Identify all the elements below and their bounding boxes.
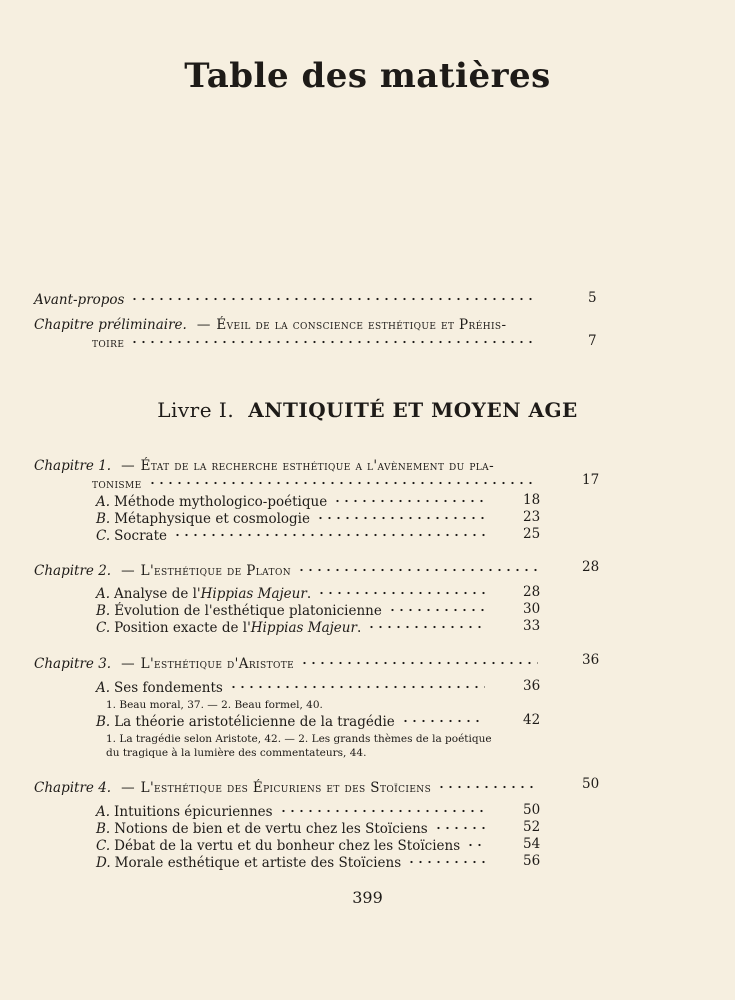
page-number: 54 (523, 836, 541, 852)
toc-entry-preliminaire (34, 317, 506, 333)
page-number: 18 (523, 492, 541, 508)
chapter-label: Chapitre 3. (34, 655, 112, 672)
page-number: 36 (582, 652, 600, 668)
section-letter: B. (96, 510, 111, 527)
section-letter: A. (96, 679, 111, 696)
entry-label: Avant-propos (34, 291, 125, 308)
toc-section (96, 819, 491, 837)
section-letter: A. (96, 493, 111, 510)
page-number: 5 (588, 290, 597, 306)
page-number: 50 (523, 802, 541, 818)
page-number: 56 (523, 853, 541, 869)
page-number: 28 (582, 559, 600, 575)
chapter-label: Chapitre 4. (34, 779, 112, 796)
section-title: Débat de la vertu et du bonheur chez les Stoïciens (114, 837, 461, 854)
section-letter: C. (96, 837, 111, 854)
page-number: 52 (523, 819, 541, 835)
section-title: La théorie aristotélicienne de la tragédie (114, 713, 395, 730)
toc-section (96, 836, 491, 854)
page-number: 25 (523, 526, 541, 542)
leader-dots (297, 561, 538, 575)
entry-dash: — (121, 779, 135, 796)
toc-section (96, 584, 491, 602)
toc-section (96, 601, 491, 619)
leader-dots (316, 509, 485, 523)
entry-title-cont: toire (92, 334, 125, 351)
page-number: 50 (582, 776, 600, 792)
section-title: Notions de bien et de vertu chez les Stoïciens (114, 820, 428, 837)
chapter-title: L'esthétique d'Aristote (140, 655, 295, 672)
page-number: 23 (523, 509, 541, 525)
leader-dots (434, 819, 485, 833)
leader-dots (229, 678, 485, 692)
leader-dots (388, 601, 485, 615)
page-number: 33 (523, 618, 541, 634)
toc-section (96, 802, 491, 820)
folio-page-number: 399 (352, 888, 383, 907)
section-letter: A. (96, 585, 111, 602)
section-title: Socrate (114, 527, 167, 544)
toc-section (96, 492, 491, 510)
section-letter: C. (96, 527, 111, 544)
section-title-end: . (356, 619, 362, 636)
entry-dash: — (121, 562, 135, 579)
toc-section (96, 853, 491, 871)
toc-section (96, 509, 491, 527)
toc-chapter-1-cont (92, 474, 544, 492)
toc-entry-preliminaire-cont (92, 333, 544, 351)
page-number: 7 (588, 333, 597, 349)
page-number: 42 (523, 712, 541, 728)
section-letter: D. (96, 854, 111, 871)
toc-chapter-4 (34, 778, 544, 796)
toc-chapter-3 (34, 654, 544, 672)
leader-dots (401, 712, 485, 726)
toc-section (96, 678, 491, 696)
toc-section (96, 712, 491, 730)
toc-section (96, 526, 491, 544)
page-number: 30 (523, 601, 541, 617)
page-number: 36 (523, 678, 541, 694)
leader-dots (279, 802, 485, 816)
section-title: Métaphysique et cosmologie (114, 510, 310, 527)
entry-title: Éveil de la conscience esthétique et Préhis- (216, 317, 507, 333)
section-note: 1. Beau moral, 37. — 2. Beau formel, 40. (106, 699, 323, 711)
section-letter: A. (96, 803, 111, 820)
leader-dots (367, 618, 485, 632)
section-title: Évolution de l'esthétique platonicienne (114, 602, 382, 619)
section-letter: C. (96, 619, 111, 636)
section-note-cont: du tragique à la lumière des commentateurs, 44. (106, 747, 367, 759)
leader-dots (437, 778, 538, 792)
section-title: Méthode mythologico-poétique (114, 493, 328, 510)
leader-dots (333, 492, 485, 506)
toc-entry-avant-propos (34, 290, 544, 308)
leader-dots (130, 290, 538, 304)
leader-dots (300, 654, 538, 668)
chapter-title: L'esthétique des Épicuriens et des Stoïciens (140, 779, 432, 796)
section-title-italic: Hippias Majeur (250, 619, 357, 636)
leader-dots (148, 474, 538, 488)
entry-dash: — (121, 458, 135, 474)
entry-dash: — (121, 655, 135, 672)
section-title-italic: Hippias Majeur (200, 585, 307, 602)
leader-dots (130, 333, 538, 347)
section-title-end: . (306, 585, 312, 602)
section-letter: B. (96, 820, 111, 837)
leader-dots (317, 584, 485, 598)
section-title: Analyse de l' (114, 585, 201, 602)
section-title: Ses fondements (114, 679, 223, 696)
toc-chapter-2 (34, 561, 544, 579)
chapter-label: Chapitre 2. (34, 562, 112, 579)
entry-label: Chapitre préliminaire. (34, 317, 187, 333)
toc-section (96, 618, 491, 636)
leader-dots (407, 853, 485, 867)
section-title: Morale esthétique et artiste des Stoïciens (114, 854, 402, 871)
page-title: Table des matières (184, 56, 551, 96)
section-title: Intuitions épicuriennes (114, 803, 273, 820)
entry-dash: — (196, 317, 211, 333)
section-letter: B. (96, 602, 111, 619)
section-letter: B. (96, 713, 111, 730)
book-number: Livre I. (157, 398, 235, 422)
chapter-title: L'esthétique de Platon (140, 562, 291, 579)
chapter-title-cont: tonisme (92, 475, 142, 492)
page-number: 17 (582, 472, 600, 488)
section-note: 1. La tragédie selon Aristote, 42. — 2. Les grands thèmes de la poétique (106, 733, 492, 745)
book-title: ANTIQUITÉ ET MOYEN AGE (248, 398, 578, 422)
leader-dots (173, 526, 485, 540)
chapter-title: État de la recherche esthétique a l'avènement du pla- (140, 458, 495, 474)
chapter-label: Chapitre 1. (34, 458, 112, 474)
leader-dots (466, 836, 485, 850)
toc-chapter-1 (34, 458, 494, 474)
book-heading (0, 398, 735, 422)
section-title: Position exacte de l' (114, 619, 251, 636)
page-number: 28 (523, 584, 541, 600)
